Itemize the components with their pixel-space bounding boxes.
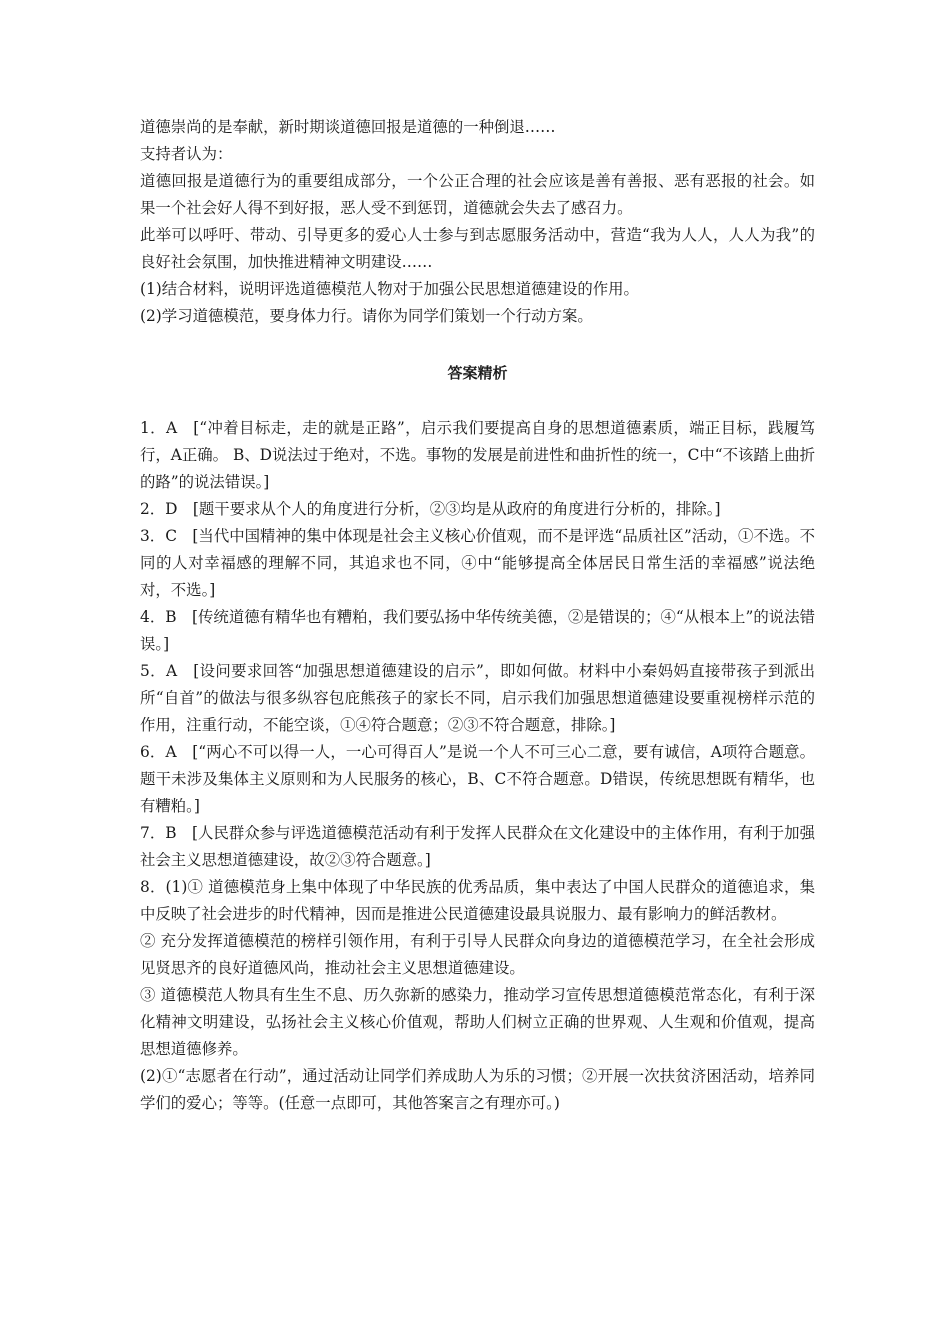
answer-item: 3．C [当代中国精神的集中体现是社会主义核心价值观，而不是评选“品质社区”活动，①不选。不同的人对幸福感的理解不同，其追求也不同，④中“能够提高全体居民日常生活的幸福感”说法绝对，不选。] <box>140 527 815 599</box>
answers-heading: 答案精析 <box>447 364 508 382</box>
answer-item: 1．A [“冲着目标走，走的就是正路”，启示我们要提高自身的思想道德素质，端正目标，践履笃行，A正确。 B、D说法过于绝对，不选。事物的发展是前进性和曲折性的统一，C中“不该踏上曲折的路”的说法错误。] <box>140 419 815 491</box>
answer-item: 6．A [“两心不可以得一人，一心可得百人”是说一个人不可三心二意，要有诚信，A项符合题意。题干未涉及集体主义原则和为人民服务的核心，B、C不符合题意。D错误，传统思想既有精华，也有糟粕。] <box>140 743 815 815</box>
answer-item: ③ 道德模范人物具有生生不息、历久弥新的感染力，推动学习宣传思想道德模范常态化，有利于深化精神文明建设，弘扬社会主义核心价值观，帮助人们树立正确的世界观、人生观和价值观，提高思想道德修养。 <box>140 986 815 1058</box>
answer-item: ② 充分发挥道德模范的榜样引领作用，有利于引导人民群众向身边的道德模范学习，在全社会形成见贤思齐的良好道德风尚，推动社会主义思想道德建设。 <box>140 932 815 977</box>
answer-item: 2．D [题干要求从个人的角度进行分析，②③均是从政府的角度进行分析的，排除。] <box>140 500 721 518</box>
answer-item: 7．B [人民群众参与评选道德模范活动有利于发挥人民群众在文化建设中的主体作用，有利于加强社会主义思想道德建设，故②③符合题意。] <box>140 824 815 869</box>
material-section <box>140 114 815 330</box>
document-page <box>140 114 815 1117</box>
question-1: (1)结合材料，说明评选道德模范人物对于加强公民思想道德建设的作用。 <box>140 280 639 298</box>
answer-item: 8．(1)① 道德模范身上集中体现了中华民族的优秀品质，集中表达了中国人民群众的道德追求，集中反映了社会进步的时代精神，因而是推进公民道德建设最具说服力、最有影响力的鲜活教材。 <box>140 878 815 923</box>
question-2: (2)学习道德模范，要身体力行。请你为同学们策划一个行动方案。 <box>140 307 593 325</box>
material-paragraph: 道德回报是道德行为的重要组成部分，一个公正合理的社会应该是善有善报、恶有恶报的社会。如果一个社会好人得不到好报，恶人受不到惩罚，道德就会失去了感召力。 <box>140 172 815 217</box>
answer-item: 5．A [设问要求回答“加强思想道德建设的启示”，即如何做。材料中小秦妈妈直接带孩子到派出所“自首”的做法与很多纵容包庇熊孩子的家长不同，启示我们加强思想道德建设要重视榜样示范的作用，注重行动，不能空谈，①④符合题意；②③不符合题意，排除。] <box>140 662 815 734</box>
material-paragraph: 此举可以呼吁、带动、引导更多的爱心人士参与到志愿服务活动中，营造“我为人人，人人为我”的良好社会氛围，加快推进精神文明建设…… <box>140 226 815 271</box>
answer-item: 4．B [传统道德有精华也有糟粕，我们要弘扬中华传统美德，②是错误的；④“从根本上”的说法错误。] <box>140 608 815 653</box>
answers-section <box>140 415 815 1117</box>
supporters-label: 支持者认为： <box>140 145 233 163</box>
material-paragraph: 道德崇尚的是奉献，新时期谈道德回报是道德的一种倒退…… <box>140 118 556 136</box>
answer-item: (2)①“志愿者在行动”，通过活动让同学们养成助人为乐的习惯；②开展一次扶贫济困活动，培养同学们的爱心；等等。(任意一点即可，其他答案言之有理亦可。) <box>140 1067 815 1112</box>
